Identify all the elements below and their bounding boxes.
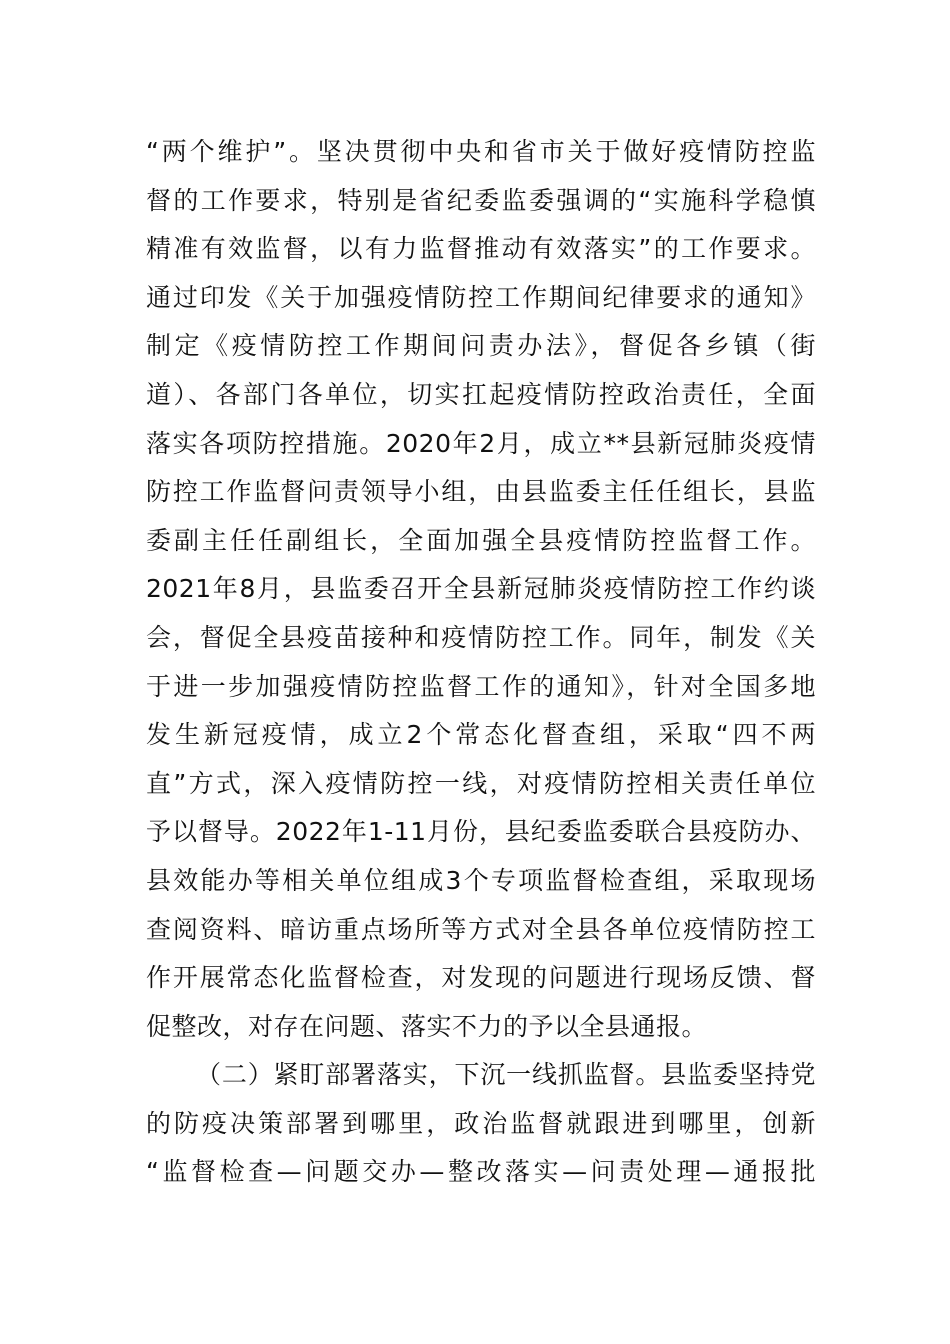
text-line: 直”方式，深入疫情防控一线，对疫情防控相关责任单位 (146, 768, 816, 798)
text-line: 制定《疫情防控工作期间问责办法》，督促各乡镇（街 (146, 331, 816, 361)
body-text (146, 128, 816, 1197)
section-heading-line: （二）紧盯部署落实，下沉一线抓监督。县监委坚持党 (196, 1060, 816, 1090)
text-line: 精准有效监督，以有力监督推动有效落实”的工作要求。 (146, 234, 816, 264)
text-line: 予以督导。2022年1-11月份，县纪委监委联合县疫防办、 (146, 817, 816, 847)
text-line: 2021年8月，县监委召开全县新冠肺炎疫情防控工作约谈 (146, 574, 816, 604)
text-line: “两个维护”。坚决贯彻中央和省市关于做好疫情防控监 (146, 137, 816, 166)
text-line: 道）、各部门各单位，切实扛起疫情防控政治责任，全面 (146, 379, 816, 409)
text-line: 落实各项防控措施。2020年2月，成立**县新冠肺炎疫情 (146, 428, 816, 458)
text-line: 于进一步加强疫情防控监督工作的通知》，针对全国多地 (146, 671, 816, 701)
text-line: 委副主任任副组长，全面加强全县疫情防控监督工作。 (146, 525, 816, 555)
text-line: 通过印发《关于加强疫情防控工作期间纪律要求的通知》 (146, 282, 816, 312)
text-line: 防控工作监督问责领导小组，由县监委主任任组长，县监 (146, 477, 816, 507)
text-line: 督的工作要求，特别是省纪委监委强调的“实施科学稳慎 (146, 185, 816, 215)
text-line: 发生新冠疫情，成立2个常态化督查组，采取“四不两 (146, 720, 816, 750)
text-line: 县效能办等相关单位组成3个专项监督检查组，采取现场 (146, 865, 816, 895)
text-line: 会，督促全县疫苗接种和疫情防控工作。同年，制发《关 (146, 622, 816, 652)
text-line: 作开展常态化监督检查，对发现的问题进行现场反馈、督 (146, 963, 816, 993)
text-line: 查阅资料、暗访重点场所等方式对全县各单位疫情防控工 (146, 914, 816, 944)
text-line: “监督检查—问题交办—整改落实—问责处理—通报批 (146, 1157, 816, 1187)
text-line: 的防疫决策部署到哪里，政治监督就跟进到哪里，创新 (146, 1108, 816, 1138)
paragraph-end-line: 促整改，对存在问题、落实不力的予以全县通报。 (146, 1011, 708, 1041)
